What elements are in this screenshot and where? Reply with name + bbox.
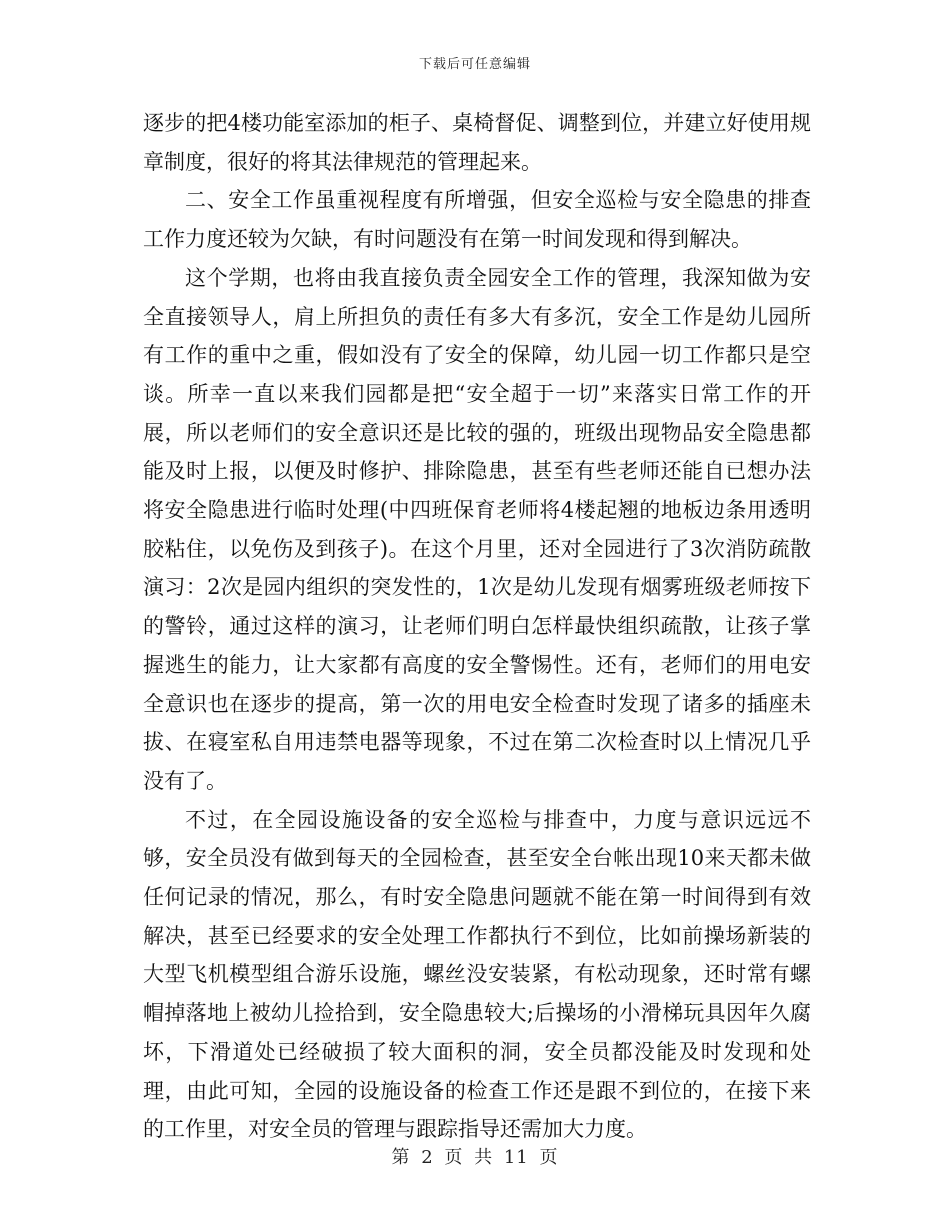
paragraph-safety-management: 这个学期，也将由我直接负责全园安全工作的管理，我深知做为安全直接领导人，肩上所担负的责任有多大有多沉，安全工作是幼儿园所有工作的重中之重，假如没有了安全的保障，幼儿园一切工作都只是空谈。所幸一直以来我们园都是把“安全超于一切”来落实日常工作的开展，所以老师们的安全意识还是比较的强的，班级出现物品安全隐患都能及时上报，以便及时修护、排除隐患，甚至有些老师还能自已想办法将安全隐患进行临时处理(中四班保育老师将4楼起翘的地板边条用透明胶粘住，以免伤及到孩子)。在这个月里，还对全园进行了3次消防疏散演习：2次是园内组织的突发性的，1次是幼儿发现有烟雾班级老师按下的警铃，通过这样的演习，让老师们明白怎样最快组织疏散，让孩子掌握逃生的能力，让大家都有高度的安全警惕性。还有，老师们的用电安全意识也在逐步的提高，第一次的用电安全检查时发现了诸多的插座未拔、在寝室私自用违禁电器等现象，不过在第二次检查时以上情况几乎没有了。 bbox=[143, 265, 811, 793]
page-number: 第 2 页 共 11 页 bbox=[391, 1147, 559, 1168]
document-body bbox=[143, 104, 811, 1149]
paragraph-inspection-issues: 不过，在全园设施设备的安全巡检与排查中，力度与意识远远不够，安全员没有做到每天的全园检查，甚至安全台帐出现10来天都未做任何记录的情况，那么，有时安全隐患问题就不能在第一时间得到有效解决，甚至已经要求的安全处理工作都执行不到位，比如前操场新装的大型飞机模型组合游乐设施，螺丝没安装紧，有松动现象，还时常有螺帽掉落地上被幼儿捡拾到，安全隐患较大;后操场的小滑梯玩具因年久腐坏，下滑道处已经破损了较大面积的洞，安全员都没能及时发现和处理，由此可知，全园的设施设备的检查工作还是跟不到位的，在接下来的工作里，对安全员的管理与跟踪指导还需加大力度。 bbox=[143, 807, 811, 1142]
header-note: 下载后可任意编辑 bbox=[418, 57, 531, 72]
paragraph-section-two: 二、安全工作虽重视程度有所增强，但安全巡检与安全隐患的排查工作力度还较为欠缺，有时问题没有在第一时间发现和得到解决。 bbox=[143, 188, 811, 252]
paragraph-continuation: 逐步的把4楼功能室添加的柜子、桌椅督促、调整到位，并建立好使用规章制度，很好的将其法律规范的管理起来。 bbox=[143, 111, 811, 174]
